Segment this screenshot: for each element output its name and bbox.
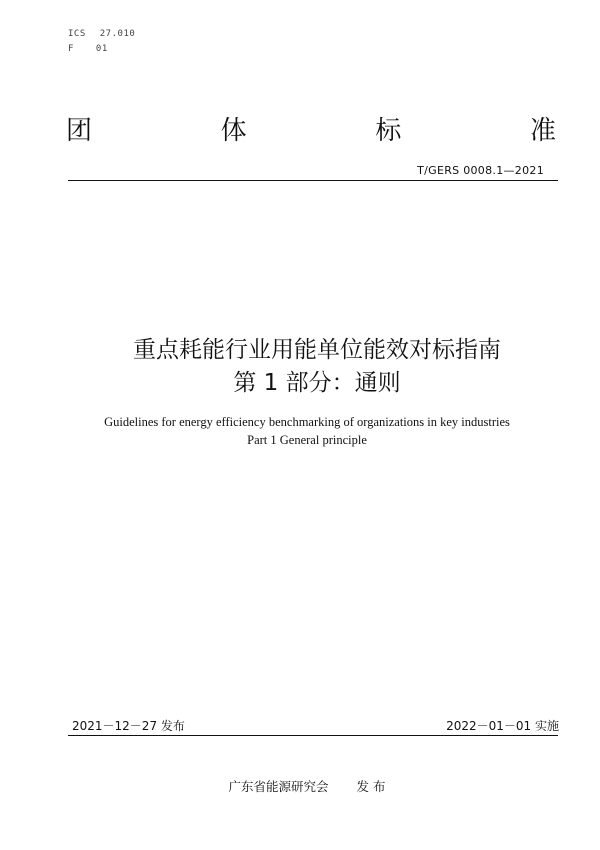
ccs-code: 01: [95, 44, 108, 54]
document-type-heading: [66, 114, 556, 148]
title-english-part: Part 1 General principle: [247, 433, 367, 447]
implement-date: 2022－01－01 实施: [446, 719, 559, 733]
ics-code-line: [68, 29, 135, 39]
ics-code: 27.010: [99, 29, 136, 39]
ccs-label: F: [68, 44, 74, 54]
doc-type-char: 团: [66, 116, 93, 146]
ccs-code-line: [68, 44, 108, 54]
ics-label: ICS: [68, 29, 86, 39]
standard-number: T/GERS 0008.1—2021: [417, 164, 544, 177]
publish-date: 2021－12－27 发布: [72, 719, 185, 733]
title-chinese-part: 第 1 部分：通则: [233, 370, 401, 396]
title-english-main: Guidelines for energy efficiency benchmarking of organizations in key industries: [104, 415, 510, 429]
doc-type-char: 标: [375, 116, 402, 146]
issuer-line: [0, 777, 600, 795]
bottom-divider: [68, 735, 558, 736]
top-divider: [68, 180, 558, 181]
title-chinese-main: 重点耗能行业用能单位能效对标指南: [133, 337, 501, 363]
doc-type-char: 体: [220, 116, 247, 146]
doc-type-char: 准: [529, 116, 556, 146]
issuer-organization: 广东省能源研究会: [228, 779, 329, 794]
issuer-action: 发 布: [356, 779, 386, 794]
